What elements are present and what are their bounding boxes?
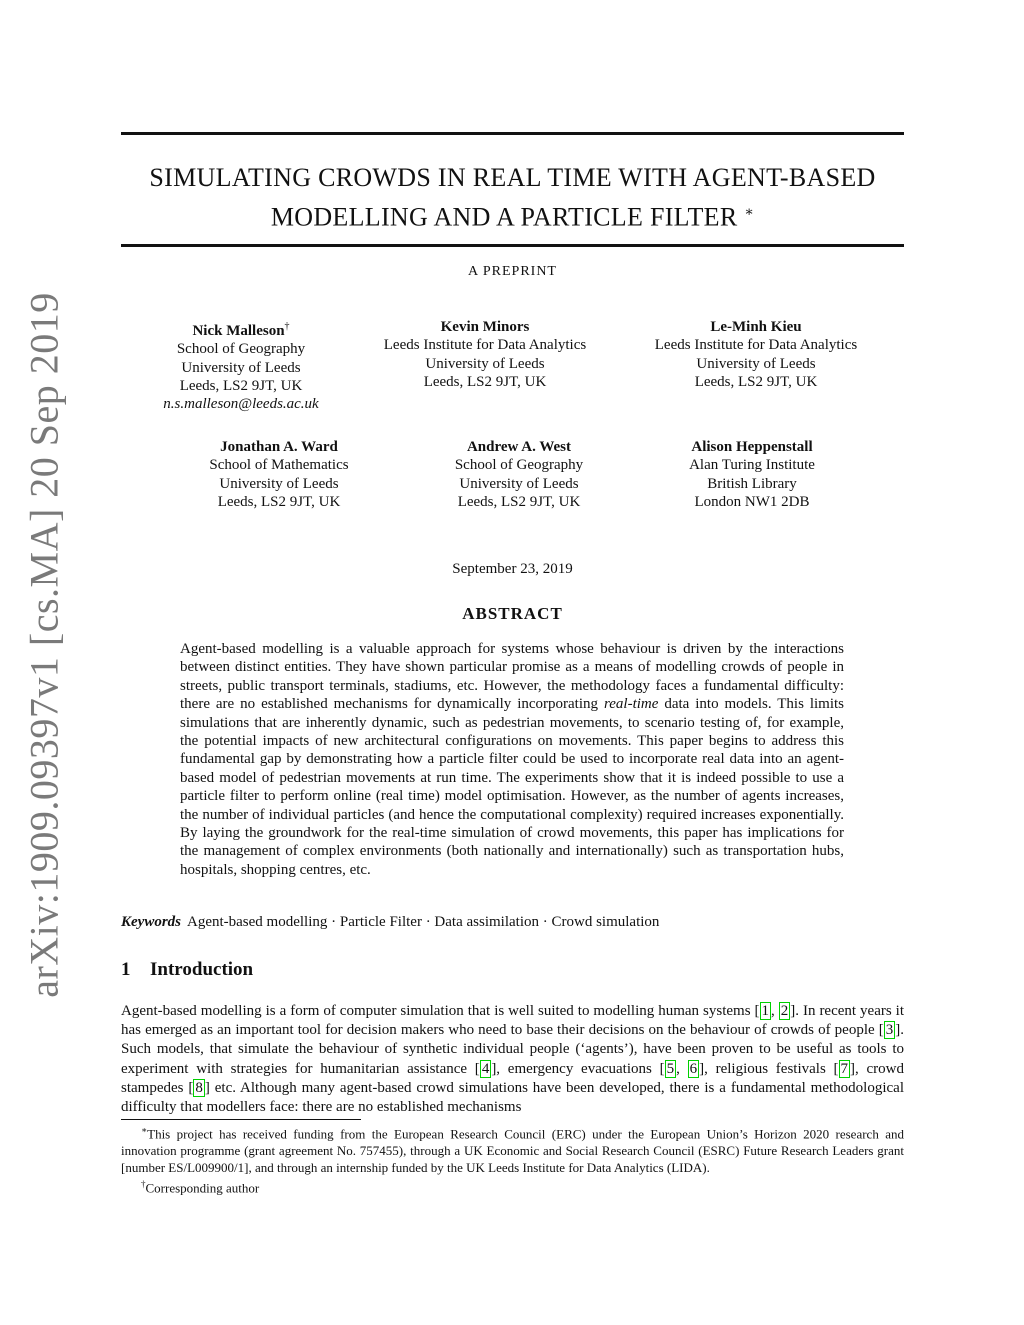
paper-title [121, 160, 904, 235]
footnote-mark: ∗ [141, 1125, 148, 1135]
footnote-corresponding: †Corresponding author [141, 1179, 260, 1196]
author-affiliation: University of Leeds [425, 355, 545, 372]
abstract-emphasis: real-time [603, 696, 659, 713]
keywords-label: Keywords [121, 914, 181, 930]
author-affiliation: British Library [707, 475, 797, 492]
section-title: Introduction [150, 959, 254, 980]
section-number: 1 [121, 959, 131, 980]
citation-link[interactable]: 4 [481, 1060, 490, 1077]
author-name: Kevin Minors [440, 319, 530, 335]
title-line-1: SIMULATING CROWDS IN REAL TIME WITH AGENT-BASED [149, 163, 876, 192]
author-affiliation: School of Geography [176, 341, 306, 358]
arxiv-id-text: arXiv:1909.09397v1 [cs.MA] 20 Sep 2019 [21, 292, 67, 998]
citation-link[interactable]: 2 [780, 1003, 789, 1019]
author-name: Alison Heppenstall [691, 439, 813, 455]
keywords-list: Agent-based modelling · Particle Filter · Data assimilation · Crowd simulation [187, 914, 660, 930]
citation-link[interactable]: 5 [666, 1060, 675, 1077]
author-address: London NW1 2DB [694, 493, 810, 510]
preprint-label: A PREPRINT [468, 264, 557, 279]
author-name: Nick Malleson† [192, 321, 290, 339]
author-block [622, 438, 882, 511]
author-address: Leeds, LS2 9JT, UK [179, 377, 303, 394]
author-affiliation: University of Leeds [459, 475, 579, 492]
title-line-2-text: MODELLING AND A PARTICLE FILTER [270, 202, 738, 232]
keywords [121, 914, 904, 931]
author-footnote-mark: † [284, 321, 290, 332]
citation-link[interactable]: 1 [761, 1003, 770, 1019]
title-footnote-mark: ∗ [744, 205, 755, 220]
author-affiliation: University of Leeds [181, 359, 301, 376]
footnotes [121, 1122, 904, 1197]
author-name: Le-Minh Kieu [710, 319, 802, 335]
author-block [149, 438, 409, 511]
author-address: Leeds, LS2 9JT, UK [423, 373, 547, 390]
footnote-rule [121, 1119, 361, 1120]
author-affiliation: School of Mathematics [209, 457, 349, 474]
title-bottom-rule [121, 244, 904, 247]
footnote-funding: ∗This project has received funding from the European Research Council (ERC) under the European Union’s Horizon 2020 research and innovation programme (grant agreement No. 757455), through a UK Economic and Social Research Council (ESRC) Future Research Leaders grant [number ES/L009900/1], and through an internship funded by the UK Leeds Institute for Data Analytics (LIDA). [121, 1125, 904, 1176]
author-email[interactable]: n.s.malleson@leeds.ac.uk [163, 396, 319, 413]
author-block [389, 438, 649, 511]
author-name: Andrew A. West [466, 439, 572, 455]
author-affiliation: University of Leeds [696, 355, 816, 372]
author-affiliation: Leeds Institute for Data Analytics [383, 337, 587, 354]
author-block [111, 318, 371, 413]
citation-link[interactable]: 6 [689, 1060, 698, 1077]
citation-link[interactable]: 7 [840, 1060, 849, 1077]
author-affiliation: School of Geography [454, 457, 584, 474]
abstract-body: Agent-based modelling is a valuable approach for systems whose behaviour is driven by the interactions between distinct entities. They have shown particular promise as a means of modelling crowds of people in streets, public transport terminals, stadiums, etc. However, the methodology faces a fundamental difficulty: there are no established mechanisms for dynamically incorporating real-time data into models. This limits simulations that are inherently dynamic, such as pedestrian movements, to scenario testing of, for example, the potential impacts of new architectural configurations on movements. This paper begins to address this fundamental gap by demonstrating how a particle filter could be used to incorporate real data into an agent-based model of pedestrian movements at run time. The experiments show that it is indeed possible to use a particle filter to perform online (real time) model optimisation. However, as the number of agents increases, the number of individual particles (and hence the computational complexity) required increases exponentially. By laying the groundwork for the real-time simulation of crowd movements, this paper has implications for the management of complex environments (both nationally and internationally) such as transportation hubs, hospitals, shopping centres, etc. [180, 641, 845, 878]
title-top-rule [121, 132, 904, 135]
intro-paragraph: Agent-based modelling is a form of computer simulation that is well suited to modelling human systems [ 1 , 2 ]. In recent years it has emerged as an important tool for decision makers who need to base their decisions on the behaviour of crowds of people [ 3 ]. Such models, that simulate the behaviour of synthetic individual people (‘agents’), have been proven to be useful as tools to experiment with strategies for humanitarian assistance [ 4 ], emergency evacuations [ 5 , 6 ], religious festivals [ 7 ], crowd stampedes [ 8 ] etc. Although many agent-based crowd simulations have been developed, there is a fundamental methodological difficulty that modellers face: there are no established mechanisms [121, 1003, 905, 1116]
author-address: Leeds, LS2 9JT, UK [217, 493, 341, 510]
section-heading [121, 959, 253, 981]
author-affiliation: Alan Turing Institute [689, 457, 815, 474]
author-affiliation: Leeds Institute for Data Analytics [654, 337, 858, 354]
citation-link[interactable]: 3 [885, 1022, 894, 1039]
citation-link[interactable]: 8 [195, 1079, 203, 1096]
abstract-heading: ABSTRACT [462, 604, 563, 623]
author-block [355, 318, 615, 391]
author-address: Leeds, LS2 9JT, UK [694, 373, 818, 390]
publication-date: September 23, 2019 [452, 561, 573, 577]
author-block [626, 318, 886, 391]
footnote-mark: † [141, 1179, 146, 1190]
title-line-2 [121, 195, 904, 235]
author-affiliation: University of Leeds [219, 475, 339, 492]
arxiv-identifier [20, 292, 68, 998]
author-address: Leeds, LS2 9JT, UK [457, 493, 581, 510]
author-name: Jonathan A. Ward [220, 439, 338, 455]
